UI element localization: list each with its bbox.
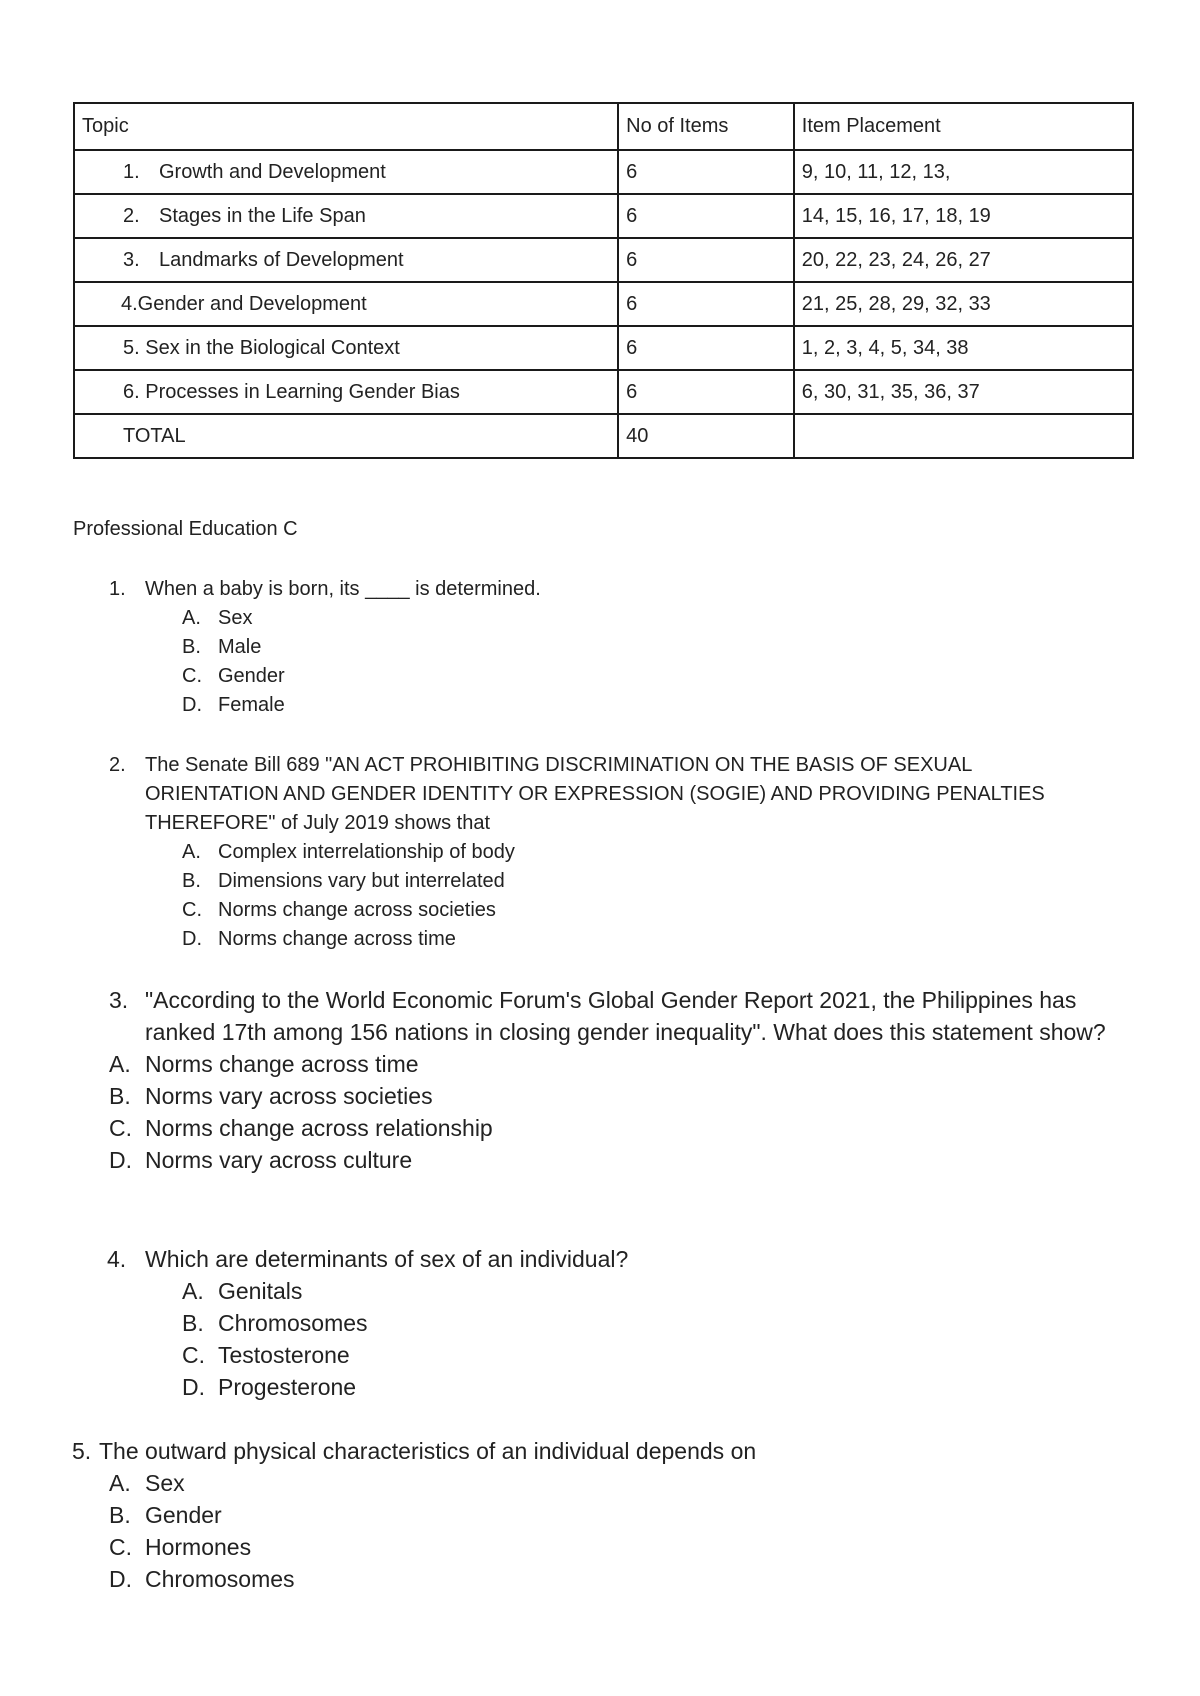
option-text: Male [218, 636, 262, 658]
option-letter: C. [109, 1115, 132, 1141]
option-letter: D. [182, 1374, 205, 1400]
option-c [109, 1112, 1135, 1144]
option-letter: A. [109, 1051, 131, 1077]
option-text: Chromosomes [218, 1310, 368, 1336]
table-total-row [74, 414, 1133, 458]
option-text: Norms change across time [218, 928, 456, 950]
option-letter: C. [182, 665, 202, 687]
header-item-placement: Item Placement [794, 103, 1133, 150]
answer-options [109, 1048, 1135, 1176]
answer-options [182, 604, 1105, 720]
topic-text: Landmarks of Development [159, 248, 404, 271]
option-c [182, 1339, 1105, 1371]
option-a [182, 1275, 1105, 1307]
placement-cell: 1, 2, 3, 4, 5, 34, 38 [794, 326, 1133, 370]
option-d [109, 1563, 1089, 1595]
items-cell: 6 [618, 326, 794, 370]
question-number: 1. [109, 578, 126, 600]
option-letter: A. [182, 607, 201, 629]
topic-cell: 4.Gender and Development [74, 282, 618, 326]
question-number: 3. [109, 987, 129, 1013]
header-no-of-items: No of Items [618, 103, 794, 150]
question-stem [72, 1435, 1089, 1467]
topic-text: Growth and Development [159, 160, 386, 183]
placement-cell: 20, 22, 23, 24, 26, 27 [794, 238, 1133, 282]
option-letter: A. [109, 1470, 131, 1496]
topic-text: Stages in the Life Span [159, 204, 366, 227]
option-c [182, 896, 1105, 925]
option-b [109, 1080, 1135, 1112]
question-stem [109, 575, 1105, 604]
option-text: Hormones [145, 1534, 252, 1560]
topic-cell: 5. Sex in the Biological Context [74, 326, 618, 370]
option-b [182, 633, 1105, 662]
question-4 [107, 1243, 1105, 1403]
topic-cell [74, 194, 618, 238]
question-2 [109, 751, 1105, 954]
option-a [109, 1048, 1135, 1080]
option-a [182, 604, 1105, 633]
topic-cell [74, 150, 618, 194]
question-stem [107, 1243, 1105, 1275]
question-number: 4. [107, 1246, 127, 1272]
placement-cell: 21, 25, 28, 29, 32, 33 [794, 282, 1133, 326]
option-d [182, 925, 1105, 954]
option-text: Complex interrelationship of body [218, 841, 515, 863]
option-text: Dimensions vary but interrelated [218, 870, 505, 892]
option-a [109, 1467, 1089, 1499]
topic-number: 1. [123, 160, 140, 183]
option-d [109, 1144, 1135, 1176]
option-letter: A. [182, 841, 201, 863]
option-text: Female [218, 694, 285, 716]
question-number: 5. [72, 1438, 92, 1464]
option-b [182, 867, 1105, 896]
placement-cell: 9, 10, 11, 12, 13, [794, 150, 1133, 194]
question-1 [109, 575, 1105, 720]
table-row [74, 194, 1133, 238]
option-letter: D. [182, 928, 202, 950]
items-cell: 6 [618, 282, 794, 326]
option-text: Norms vary across culture [145, 1147, 413, 1173]
total-placement [794, 414, 1133, 458]
option-d [182, 691, 1105, 720]
option-letter: B. [109, 1502, 131, 1528]
option-letter: C. [182, 899, 202, 921]
option-text: Norms change across time [145, 1051, 419, 1077]
question-stem [109, 751, 1105, 838]
option-letter: D. [109, 1566, 132, 1592]
option-text: Norms vary across societies [145, 1083, 433, 1109]
option-letter: B. [109, 1083, 131, 1109]
total-label: TOTAL [74, 414, 618, 458]
question-stem [109, 984, 1135, 1048]
option-text: Sex [218, 607, 253, 629]
topic-cell: 6. Processes in Learning Gender Bias [74, 370, 618, 414]
table-row [74, 150, 1133, 194]
question-number: 2. [109, 754, 126, 776]
items-cell: 6 [618, 150, 794, 194]
table-header-row [74, 103, 1133, 150]
option-text: Genitals [218, 1278, 303, 1304]
option-b [109, 1499, 1089, 1531]
question-text: Which are determinants of sex of an individual? [145, 1246, 629, 1272]
question-text: When a baby is born, its ____ is determined. [145, 578, 541, 600]
topic-number: 2. [123, 204, 140, 227]
option-text: Gender [218, 665, 285, 687]
option-letter: C. [109, 1534, 132, 1560]
table-of-specifications [73, 102, 1134, 459]
placement-cell: 14, 15, 16, 17, 18, 19 [794, 194, 1133, 238]
option-letter: D. [109, 1147, 132, 1173]
option-letter: B. [182, 636, 201, 658]
option-text: Progesterone [218, 1374, 357, 1400]
option-c [109, 1531, 1089, 1563]
header-topic: Topic [74, 103, 618, 150]
option-text: Testosterone [218, 1342, 350, 1368]
answer-options [182, 1275, 1105, 1403]
items-cell: 6 [618, 370, 794, 414]
option-a [182, 838, 1105, 867]
option-letter: A. [182, 1278, 204, 1304]
placement-cell: 6, 30, 31, 35, 36, 37 [794, 370, 1133, 414]
items-cell: 6 [618, 238, 794, 282]
option-letter: B. [182, 870, 201, 892]
option-text: Sex [145, 1470, 185, 1496]
topic-cell [74, 238, 618, 282]
total-items: 40 [618, 414, 794, 458]
course-title: Professional Education C [73, 518, 298, 540]
question-text: The outward physical characteristics of an individual depends on [99, 1438, 757, 1464]
option-text: Gender [145, 1502, 222, 1528]
question-text: The Senate Bill 689 "AN ACT PROHIBITING DISCRIMINATION ON THE BASIS OF SEXUAL ORIENTATION AND GENDER IDENTITY OR EXPRESSION (SOGIE) AND PROVIDING PENALTIES THEREFORE" of July 2019 shows that [145, 754, 1045, 834]
items-cell: 6 [618, 194, 794, 238]
option-text: Chromosomes [145, 1566, 295, 1592]
option-b [182, 1307, 1105, 1339]
table-row [74, 238, 1133, 282]
option-letter: D. [182, 694, 202, 716]
question-text: "According to the World Economic Forum's Global Gender Report 2021, the Philippines has ranked 17th among 156 nations in closing gender inequality". What does this statement show? [145, 987, 1106, 1045]
answer-options [182, 838, 1105, 954]
table-row [74, 282, 1133, 326]
question-5 [72, 1435, 1089, 1595]
option-text: Norms change across relationship [145, 1115, 493, 1141]
option-d [182, 1371, 1105, 1403]
option-letter: C. [182, 1342, 205, 1368]
topic-number: 3. [123, 248, 140, 271]
question-3 [109, 984, 1135, 1176]
option-text: Norms change across societies [218, 899, 496, 921]
table-row [74, 370, 1133, 414]
option-c [182, 662, 1105, 691]
option-letter: B. [182, 1310, 204, 1336]
table-row [74, 326, 1133, 370]
answer-options [109, 1467, 1089, 1595]
